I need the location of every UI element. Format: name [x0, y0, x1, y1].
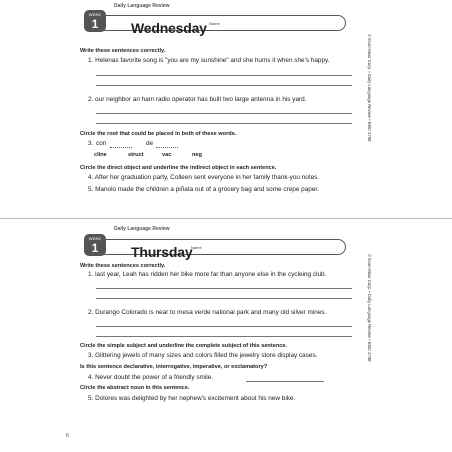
- word-stem: de: [146, 140, 154, 147]
- item-number: 3.: [88, 140, 94, 147]
- answer-line: [96, 85, 352, 86]
- answer-line: [96, 298, 352, 299]
- day-banner: [98, 15, 346, 36]
- item-text: 5. Manolo made the children a piñata out of a grocery bag and some crepe paper.: [88, 186, 319, 193]
- instruction: Write these sentences correctly.: [80, 263, 166, 269]
- week-label: WEEK: [88, 236, 102, 241]
- thursday-header: [84, 234, 349, 260]
- copyright-side: © Evan-Moor Corp. • Daily Language Review • EMC 2798: [367, 34, 372, 142]
- wednesday-header: [84, 10, 349, 36]
- answer-line: [246, 381, 324, 382]
- answer-line: [96, 288, 352, 289]
- week-badge: [84, 10, 106, 32]
- item-text: 4. Never doubt the power of a friendly smile.: [88, 374, 214, 381]
- answer-line: [96, 326, 352, 327]
- section-divider: [0, 218, 452, 219]
- item-text: 2. Durango Colorado is near to mesa verde national park and many old silver mines.: [88, 309, 327, 316]
- week-number: 1: [91, 241, 99, 255]
- instruction: Circle the root that could be placed in both of these words.: [80, 131, 237, 137]
- item-text: 1. last year, Leah has ridden her bike more far than anyone else in the cycleing club.: [88, 271, 327, 278]
- day-title: Thursday: [131, 244, 193, 260]
- instruction: Is this sentence declarative, interrogative, imperative, or exclamatory?: [80, 364, 268, 370]
- answer-line: [96, 336, 352, 337]
- item-text: 5. Dolores was delighted by her nephew's excitement about his new bike.: [88, 395, 296, 402]
- series-label: Daily Language Review: [114, 226, 170, 232]
- root-choice: neg: [192, 152, 202, 158]
- day-title: Wednesday: [131, 20, 207, 36]
- week-badge: [84, 234, 106, 256]
- root-choice: struct: [128, 152, 144, 158]
- instruction: Circle the simple subject and underline the complete subject of this sentence.: [80, 343, 288, 349]
- week-label: WEEK: [88, 12, 102, 17]
- blank-line: [110, 147, 132, 148]
- instruction: Write these sentences correctly.: [80, 48, 166, 54]
- item-text: 3. Glittering jewels of many sizes and colors filled the jewelry store display cases.: [88, 352, 318, 359]
- answer-line: [96, 113, 352, 114]
- item-text: 4. After her graduation party, Colleen sent everyone in her family thank-you notes.: [88, 174, 320, 181]
- word-stem: con: [96, 140, 107, 147]
- answer-line: [96, 75, 352, 76]
- root-choice: cline: [94, 152, 107, 158]
- instruction: Circle the abstract noun in this sentence.: [80, 385, 190, 391]
- blank-line: [156, 147, 178, 148]
- copyright-side: © Evan-Moor Corp. • Daily Language Review • EMC 2798: [367, 254, 372, 362]
- root-choice: vac: [162, 152, 172, 158]
- name-label: Name: [209, 21, 220, 26]
- instruction: Circle the direct object and underline the indirect object in each sentence.: [80, 165, 277, 171]
- day-banner: [98, 239, 346, 260]
- answer-line: [96, 123, 352, 124]
- week-number: 1: [91, 17, 99, 31]
- page-number: 6: [66, 433, 69, 439]
- item-text: 2. our neighbor an ham radio operator has built two large antenna in his yard.: [88, 96, 307, 103]
- item-text: 1. Helenas favorite song is "you are my sunshine" and she hums it when she's happy.: [88, 57, 330, 64]
- name-label: Name: [191, 245, 202, 250]
- series-label: Daily Language Review: [114, 3, 170, 9]
